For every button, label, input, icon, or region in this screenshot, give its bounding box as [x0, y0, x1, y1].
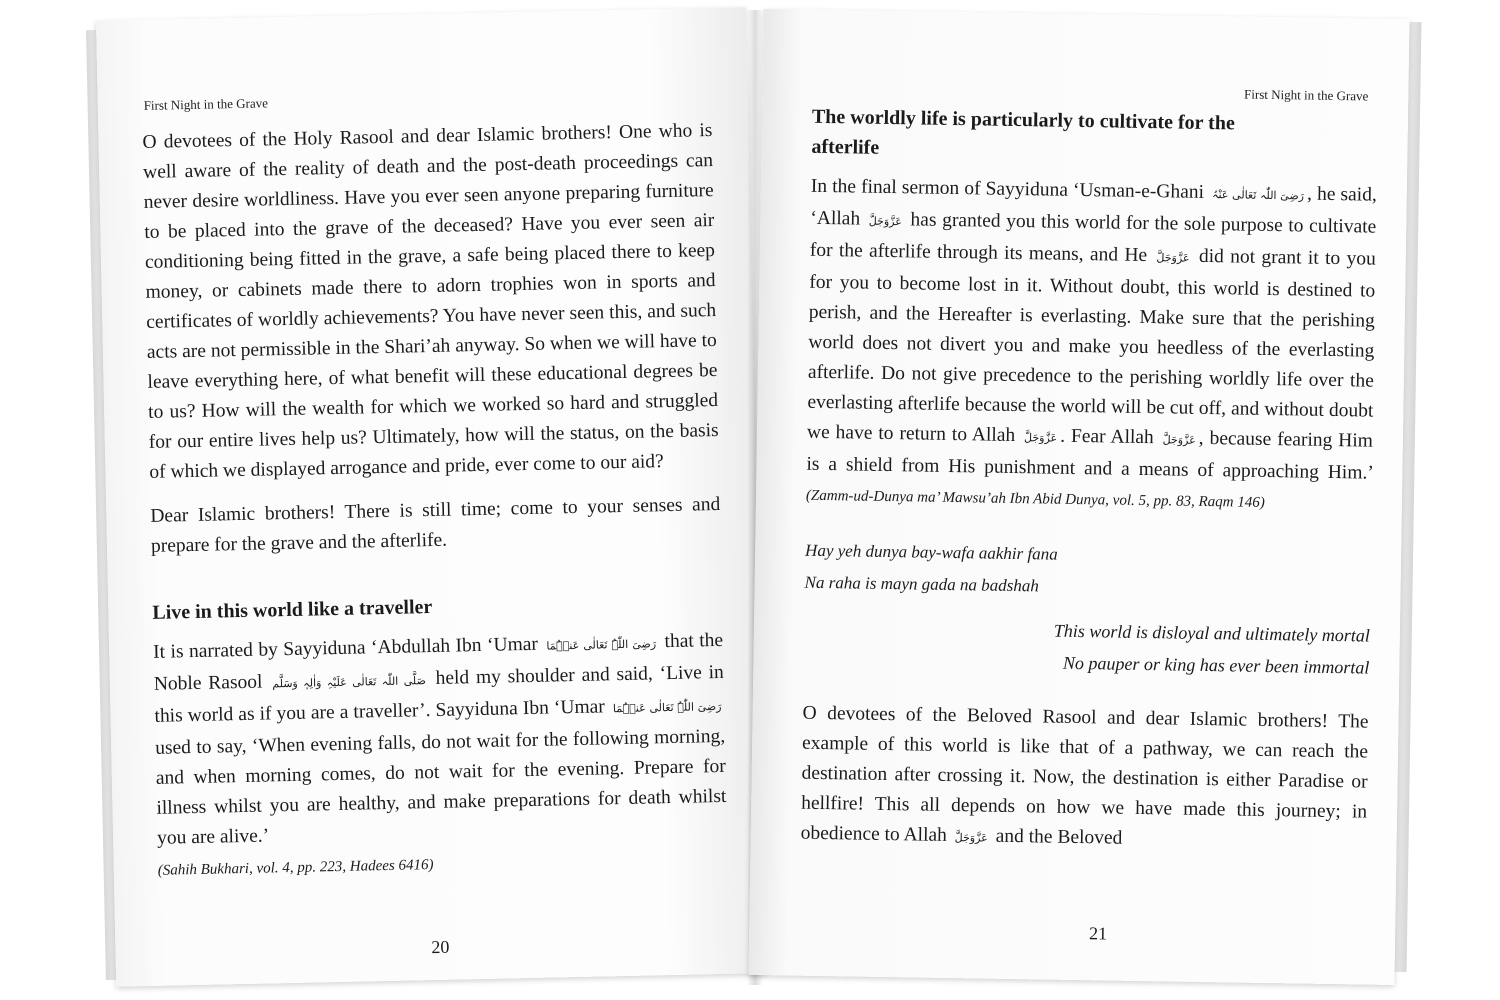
left-page — [96, 7, 766, 986]
verse-line: Hay yeh dunya bay-wafa aakhir fana — [804, 540, 1058, 564]
text-run: . Fear Allah — [1060, 425, 1154, 449]
text-run: that the Noble Rasool — [153, 629, 724, 695]
section-heading: The worldly life is particularly to cultivate for the afterlife — [811, 105, 1235, 159]
page-number: 20 — [431, 936, 450, 958]
arabic-honorific: رَضِیَ اللّٰہُ تَعَالٰی عَنۡہُمَا — [612, 699, 722, 716]
paragraph — [153, 626, 727, 854]
text-run: It is narrated by Sayyiduna ‘Abdullah Ibn ‘Umar — [152, 633, 539, 663]
arabic-honorific: عَزَّوَجَلَّ — [868, 214, 902, 229]
arabic-honorific: عَزَّوَجَلَّ — [1162, 433, 1196, 447]
verse-translation-line: This world is disloyal and ultimately mortal — [1053, 620, 1371, 646]
text-run: held my shoulder and said, ‘Live in this world as if you are a traveller’. Sayyiduna Ibn ‘Umar — [154, 661, 724, 727]
paragraph: Dear Islamic brothers! There is still time; come to your senses and prepare for the grave and the afterlife. — [150, 493, 721, 557]
text-run: and the Beloved — [995, 825, 1123, 849]
verse-translation-line: No pauper or king has ever been immortal — [1062, 652, 1370, 678]
left-page-content — [142, 116, 728, 886]
text-run: has granted you this world for the sole purpose to cultivate for the afterlife through its means, and He — [809, 209, 1377, 267]
arabic-honorific: عَزَّوَجَلَّ — [954, 831, 988, 845]
running-head: First Night in the Grave — [143, 95, 269, 113]
right-page — [748, 9, 1409, 985]
right-page-content — [800, 102, 1378, 874]
text-run: used to say, ‘When evening falls, do not wait for the following morning, and when morning comes, do not wait for the evening. Prepare for illness whilst you are healthy, and make preparations for death whilst you are alive.’ — [154, 725, 727, 849]
paragraph: O devotees of the Holy Rasool and dear Islamic brothers! One who is well aware of the reality of death and the post-death proceedings can never desire worldliness. Have you ever seen anyone preparing furniture to be placed into the grave of the deceased? Have you ever seen air conditioning being fitted in the grave, a safe being placed there to keep money, or cabinets made there to adorn trophies won in sports and certificates of worldly achievements? You have never seen this, and such acts are not permissible in the Shari’ah anyway. So when we will have to leave everything here, of what benefit will these educational degrees be to us? How will the wealth for which we worked so hard and struggled for our entire lives help us? Ultimately, how will the status, on the basis of which we displayed arrogance and pride, ever come to our aid? — [142, 120, 719, 483]
arabic-honorific: رَضِیَ اللّٰہ تَعَالٰی عَنْہُ — [1211, 188, 1305, 203]
section-heading: Live in this world like a traveller — [152, 595, 433, 624]
paragraph — [806, 172, 1377, 520]
citation: (Zamm-ud-Dunya ma’ Mawsu’ah Ibn Abid Dunya, vol. 5, pp. 83, Raqm 146) — [805, 487, 1265, 511]
verse-line: Na raha is mayn gada na badshah — [804, 572, 1039, 596]
paragraph — [800, 699, 1368, 860]
text-run: O devotees of the Beloved Rasool and dear Islamic brothers! The example of this world is like that of a pathway, we can reach the destination after crossing it. Now, the destination is either Paradise or hellfire! This all depends on how we have made this journey; in obedience to Allah — [800, 702, 1369, 846]
arabic-honorific: عَزَّوَجَلَّ — [1156, 251, 1190, 265]
text-run: In the final sermon of Sayyiduna ‘Usman-e-Ghani — [810, 175, 1205, 203]
running-head: First Night in the Grave — [1244, 86, 1369, 104]
arabic-honorific: صَلَّی اللّٰہ تَعَالٰی عَلَیْہِ وَاٰلِہٖ وَسَلَّم — [272, 674, 426, 691]
arabic-honorific: عَزَّوَجَلَّ — [1023, 431, 1058, 445]
text-run: , he said, ‘Allah — [810, 183, 1377, 230]
citation: (Sahih Bukhari, vol. 4, pp. 223, Hadees 6416) — [157, 857, 434, 879]
page-number: 21 — [1088, 923, 1108, 944]
text-run: did not grant it to you for you to become lost in it. Without doubt, this world is destined to perish, and the Hereafter is everlasting. Make sure that the perishing world does not divert you and make you heedless of the everlasting afterlife. Do not give precedence to the perishing worldly life over the everlasting afterlife because the world will be cut off, and without doubt we have to return to Allah — [806, 245, 1376, 446]
text-run: , because fearing Him is a shield from His punishment and a means of approaching Him.’ — [806, 427, 1374, 484]
arabic-honorific: رَضِیَ اللّٰہُ تَعَالٰی عَنۡہُمَا — [546, 637, 657, 653]
